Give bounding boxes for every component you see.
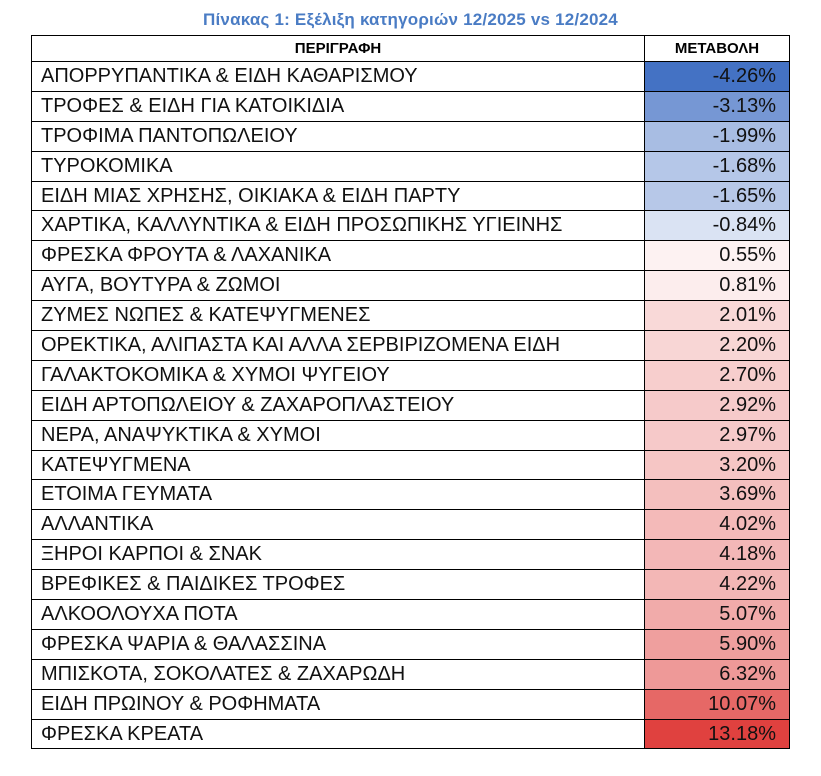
row-description: ΦΡΕΣΚΑ ΦΡΟΥΤΑ & ΛΑΧΑΝΙΚΑ — [32, 241, 645, 271]
row-description: ΖΥΜΕΣ ΝΩΠΕΣ & ΚΑΤΕΨΥΓΜΕΝΕΣ — [32, 301, 645, 331]
row-change-value: -1.99% — [645, 121, 790, 151]
row-change-value: 0.55% — [645, 241, 790, 271]
header-change: ΜΕΤΑΒΟΛΗ — [645, 36, 790, 62]
row-change-value: 5.90% — [645, 629, 790, 659]
table-row — [32, 390, 790, 420]
header-description: ΠΕΡΙΓΡΑΦΗ — [32, 36, 645, 62]
row-change-value: -0.84% — [645, 211, 790, 241]
table-row — [32, 121, 790, 151]
table-row — [32, 331, 790, 361]
table-body — [32, 62, 790, 749]
row-description: ΕΙΔΗ ΠΡΩΙΝΟΥ & ΡΟΦΗΜΑΤΑ — [32, 689, 645, 719]
table-row — [32, 480, 790, 510]
table-row — [32, 211, 790, 241]
row-description: ΤΡΟΦΕΣ & ΕΙΔΗ ΓΙΑ ΚΑΤΟΙΚΙΔΙΑ — [32, 91, 645, 121]
row-change-value: -3.13% — [645, 91, 790, 121]
table-row — [32, 181, 790, 211]
row-description: ΦΡΕΣΚΑ ΚΡΕΑΤΑ — [32, 719, 645, 749]
table-row — [32, 450, 790, 480]
table-row — [32, 420, 790, 450]
row-change-value: 13.18% — [645, 719, 790, 749]
row-description: ΑΠΟΡΡΥΠΑΝΤΙΚΑ & ΕΙΔΗ ΚΑΘΑΡΙΣΜΟΥ — [32, 62, 645, 92]
row-description: ΑΛΛΑΝΤΙΚΑ — [32, 510, 645, 540]
table-row — [32, 629, 790, 659]
table-row — [32, 91, 790, 121]
row-description: ΑΛΚΟΟΛΟΥΧΑ ΠΟΤΑ — [32, 600, 645, 630]
row-change-value: 3.69% — [645, 480, 790, 510]
row-change-value: 2.01% — [645, 301, 790, 331]
row-description: ΕΙΔΗ ΑΡΤΟΠΩΛΕΙΟΥ & ΖΑΧΑΡΟΠΛΑΣΤΕΙΟΥ — [32, 390, 645, 420]
row-change-value: 2.20% — [645, 331, 790, 361]
row-description: ΞΗΡΟΙ ΚΑΡΠΟΙ & ΣΝΑΚ — [32, 540, 645, 570]
row-change-value: -1.68% — [645, 151, 790, 181]
table-row — [32, 360, 790, 390]
row-change-value: 2.92% — [645, 390, 790, 420]
row-description: ΤΥΡΟΚΟΜΙΚΑ — [32, 151, 645, 181]
table-row — [32, 600, 790, 630]
row-change-value: 2.97% — [645, 420, 790, 450]
row-description: ΑΥΓΑ, ΒΟΥΤΥΡΑ & ΖΩΜΟΙ — [32, 271, 645, 301]
row-change-value: -1.65% — [645, 181, 790, 211]
header-row — [32, 36, 790, 62]
row-change-value: 6.32% — [645, 659, 790, 689]
row-change-value: 3.20% — [645, 450, 790, 480]
row-change-value: 4.22% — [645, 570, 790, 600]
row-description: ΜΠΙΣΚΟΤΑ, ΣΟΚΟΛΑΤΕΣ & ΖΑΧΑΡΩΔΗ — [32, 659, 645, 689]
row-change-value: 10.07% — [645, 689, 790, 719]
row-description: ΦΡΕΣΚΑ ΨΑΡΙΑ & ΘΑΛΑΣΣΙΝΑ — [32, 629, 645, 659]
table-row — [32, 689, 790, 719]
table-row — [32, 62, 790, 92]
table-row — [32, 151, 790, 181]
row-description: ΧΑΡΤΙΚΑ, ΚΑΛΛΥΝΤΙΚΑ & ΕΙΔΗ ΠΡΟΣΩΠΙΚΗΣ ΥΓΙΕΙΝΗΣ — [32, 211, 645, 241]
category-change-table — [31, 35, 790, 749]
row-description: ΕΤΟΙΜΑ ΓΕΥΜΑΤΑ — [32, 480, 645, 510]
table-row — [32, 570, 790, 600]
row-description: ΝΕΡΑ, ΑΝΑΨΥΚΤΙΚΑ & ΧΥΜΟΙ — [32, 420, 645, 450]
row-description: ΒΡΕΦΙΚΕΣ & ΠΑΙΔΙΚΕΣ ΤΡΟΦΕΣ — [32, 570, 645, 600]
row-change-value: 0.81% — [645, 271, 790, 301]
row-description: ΚΑΤΕΨΥΓΜΕΝΑ — [32, 450, 645, 480]
table-row — [32, 301, 790, 331]
table-row — [32, 719, 790, 749]
row-description: ΤΡΟΦΙΜΑ ΠΑΝΤΟΠΩΛΕΙΟΥ — [32, 121, 645, 151]
row-description: ΓΑΛΑΚΤΟΚΟΜΙΚΑ & ΧΥΜΟΙ ΨΥΓΕΙΟΥ — [32, 360, 645, 390]
table-row — [32, 241, 790, 271]
row-description: ΟΡΕΚΤΙΚΑ, ΑΛΙΠΑΣΤΑ ΚΑΙ ΑΛΛΑ ΣΕΡΒΙΡΙΖΟΜΕΝΑ ΕΙΔΗ — [32, 331, 645, 361]
row-change-value: 2.70% — [645, 360, 790, 390]
row-change-value: -4.26% — [645, 62, 790, 92]
row-change-value: 4.18% — [645, 540, 790, 570]
table-row — [32, 271, 790, 301]
table-title: Πίνακας 1: Εξέλιξη κατηγοριών 12/2025 vs 12/2024 — [203, 10, 618, 29]
table-row — [32, 659, 790, 689]
row-description: ΕΙΔΗ ΜΙΑΣ ΧΡΗΣΗΣ, ΟΙΚΙΑΚΑ & ΕΙΔΗ ΠΑΡΤΥ — [32, 181, 645, 211]
table-row — [32, 540, 790, 570]
row-change-value: 5.07% — [645, 600, 790, 630]
table-row — [32, 510, 790, 540]
row-change-value: 4.02% — [645, 510, 790, 540]
